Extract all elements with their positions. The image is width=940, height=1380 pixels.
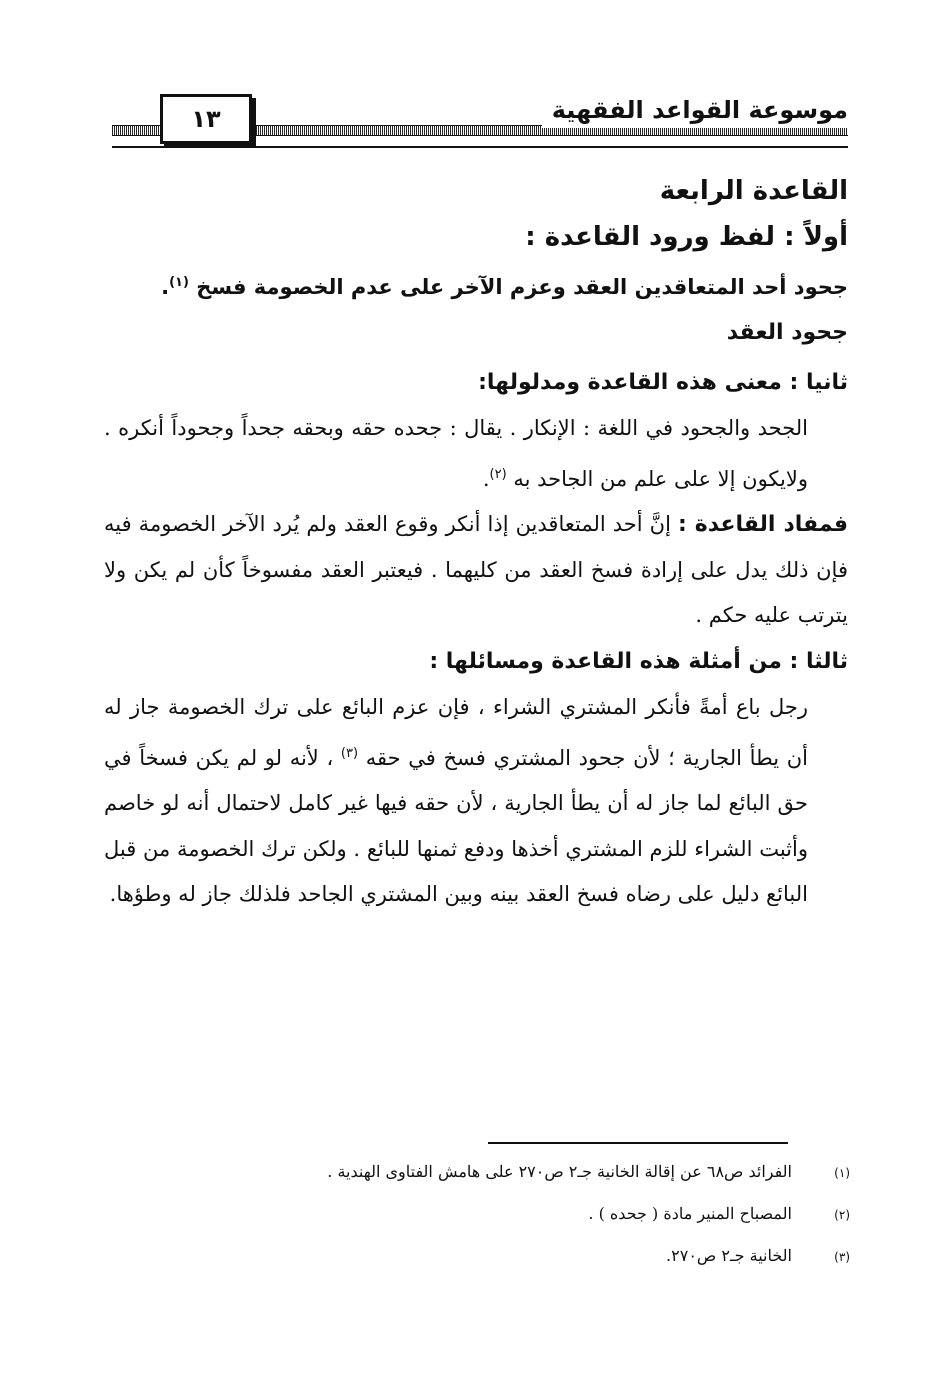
book-title: موسوعة القواعد الفقهية <box>542 92 848 128</box>
footnote-text: الفرائد ص٦٨ عن إقالة الخانية جـ٢ ص٢٧٠ على هامش الفتاوى الهندية . <box>327 1162 792 1181</box>
footnote-separator <box>488 1142 788 1144</box>
rule-text-body: جحود أحد المتعاقدين العقد وعزم الآخر على عدم الخصومة فسخ <box>196 275 848 299</box>
footnote-number: (١) <box>834 1166 850 1180</box>
paragraph-meaning-lead: فمفاد القاعدة : <box>677 512 848 538</box>
paragraph-meaning-text: إنَّ أحد المتعاقدين إذا أنكر وقوع العقد ولم يُرد الآخر الخصومة فيه فإن ذلك يدل على إرادة فسخ العقد من كليهما . فيعتبر العقد مفسوخاً كأن لم يكن ولا يترتب عليه حكم . <box>104 512 848 628</box>
section1-title: أولاً : لفظ ورود القاعدة : <box>525 222 848 252</box>
rule-text <box>104 260 848 310</box>
footnote-ref-2: (٢) <box>489 466 507 482</box>
paragraph-definition-end: . <box>482 466 490 491</box>
paragraph-meaning <box>104 502 848 639</box>
section3-title: ثالثا : من أمثلة هذه القاعدة ومسائلها : <box>429 648 848 674</box>
footnote-item <box>150 1162 850 1204</box>
footnotes <box>150 1162 850 1288</box>
footnote-item <box>150 1246 850 1288</box>
short-rule: جحود العقد <box>726 320 848 345</box>
paragraph-example-text-a: رجل باع أمةً فأنكر المشتري الشراء ، فإن عزم البائع على ترك الخصومة جاز له أن يطأ الجارية ؛ لأن جحود المشتري فسخ في حقه <box>104 694 808 770</box>
footnote-item <box>150 1204 850 1246</box>
footnote-text: الخانية جـ٢ ص٢٧٠. <box>666 1246 792 1265</box>
footnote-number: (٢) <box>834 1208 850 1222</box>
rule-heading: القاعدة الرابعة <box>659 176 848 206</box>
footnote-ref-3: (٣) <box>340 745 359 761</box>
footnote-ref-1: (١) <box>169 275 189 290</box>
paragraph-example-text-b: ، لأنه لو لم يكن فسخاً في حق البائع لما جاز له أن يطأ الجارية ، لأن حقه فيها غير كامل لاحتمال أنه لو خاصم وأثبت الشراء للزم المشتري أخذها ودفع ثمنها للبائع . ولكن ترك الخصومة من قبل البائع دليل على رضاه فسخ العقد بينه وبين المشتري الجاحد فلذلك جاز له وطؤها. <box>104 745 808 907</box>
section2-title: ثانيا : معنى هذه القاعدة ومدلولها: <box>478 370 848 395</box>
rule-text-end: . <box>161 275 170 299</box>
header-rule <box>112 146 848 148</box>
footnote-text: المصباح المنير مادة ( جحده ) . <box>588 1204 792 1223</box>
paragraph-definition-text: الجحد والجحود في اللغة : الإنكار . يقال : جحده حقه وبحقه جحداً وجحوداً أنكره . ولايكون إلا على علم من الجاحد به <box>104 416 808 491</box>
main-content <box>104 168 848 918</box>
paragraph-example <box>104 685 848 918</box>
page-header <box>112 92 848 154</box>
paragraph-definition <box>104 406 848 502</box>
footnote-number: (٣) <box>834 1250 850 1264</box>
page-number: ١٣ <box>160 94 252 144</box>
